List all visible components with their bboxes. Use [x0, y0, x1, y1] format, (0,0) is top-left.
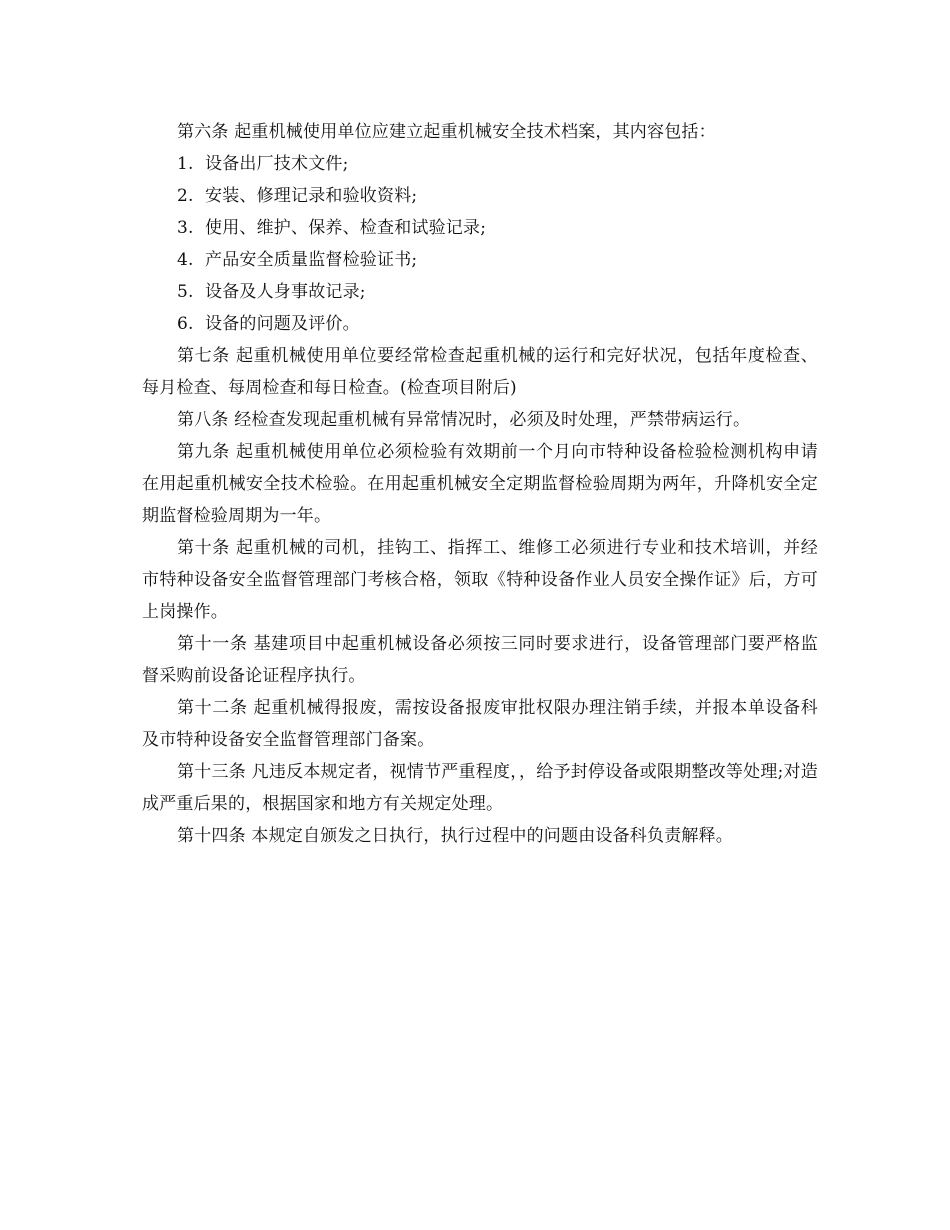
list-item-text: 设备出厂技术文件; [205, 154, 349, 174]
article-14: 第十四条 本规定自颁发之日执行，执行过程中的问题由设备科负责解释。 [177, 826, 734, 846]
document-body [142, 116, 818, 852]
article-8: 第八条 经检查发现起重机械有异常情况时，必须及时处理，严禁带病运行。 [177, 410, 751, 430]
list-item [142, 212, 818, 244]
list-item-number: 4. [177, 250, 194, 270]
list-item-text: 产品安全质量监督检验证书; [205, 250, 418, 270]
list-item-number: 5. [177, 282, 194, 302]
article-9: 第九条 起重机械使用单位必须检验有效期前一个月向市特种设备检验检测机构申请在用起重机械安全技术检验。在用起重机械安全定期监督检验周期为两年，升降机安全定期监督检验周期为一年。 [142, 442, 818, 526]
list-item-number: 2. [177, 186, 194, 206]
list-item-text: 设备的问题及评价。 [205, 314, 360, 334]
article-13: 第十三条 凡违反本规定者，视情节严重程度，，给予封停设备或限期整改等处理;对造成严重后果的，根据国家和地方有关规定处理。 [142, 762, 818, 814]
article-6: 第六条 起重机械使用单位应建立起重机械安全技术档案，其内容包括： [177, 122, 716, 142]
list-item [142, 244, 818, 276]
article-10: 第十条 起重机械的司机，挂钩工、指挥工、维修工必须进行专业和技术培训，并经市特种设备安全监督管理部门考核合格，领取《特种设备作业人员安全操作证》后，方可上岗操作。 [142, 538, 818, 622]
list-item-text: 安装、修理记录和验收资料; [205, 186, 418, 206]
list-item-text: 使用、维护、保养、检查和试验记录; [205, 218, 487, 238]
article-12: 第十二条 起重机械得报废，需按设备报废审批权限办理注销手续，并报本单设备科及市特种设备安全监督管理部门备案。 [142, 698, 818, 750]
article-11: 第十一条 基建项目中起重机械设备必须按三同时要求进行，设备管理部门要严格监督采购前设备论证程序执行。 [142, 634, 818, 686]
list-item [142, 308, 818, 340]
list-item-text: 设备及人身事故记录; [205, 282, 366, 302]
list-item [142, 180, 818, 212]
article-7: 第七条 起重机械使用单位要经常检查起重机械的运行和完好状况，包括年度检查、每月检查、每周检查和每日检查。(检查项目附后) [142, 346, 818, 398]
list-item-number: 3. [177, 218, 194, 238]
list-item [142, 276, 818, 308]
list-item-number: 1. [177, 154, 194, 174]
list-item-number: 6. [177, 314, 194, 334]
list-item [142, 148, 818, 180]
